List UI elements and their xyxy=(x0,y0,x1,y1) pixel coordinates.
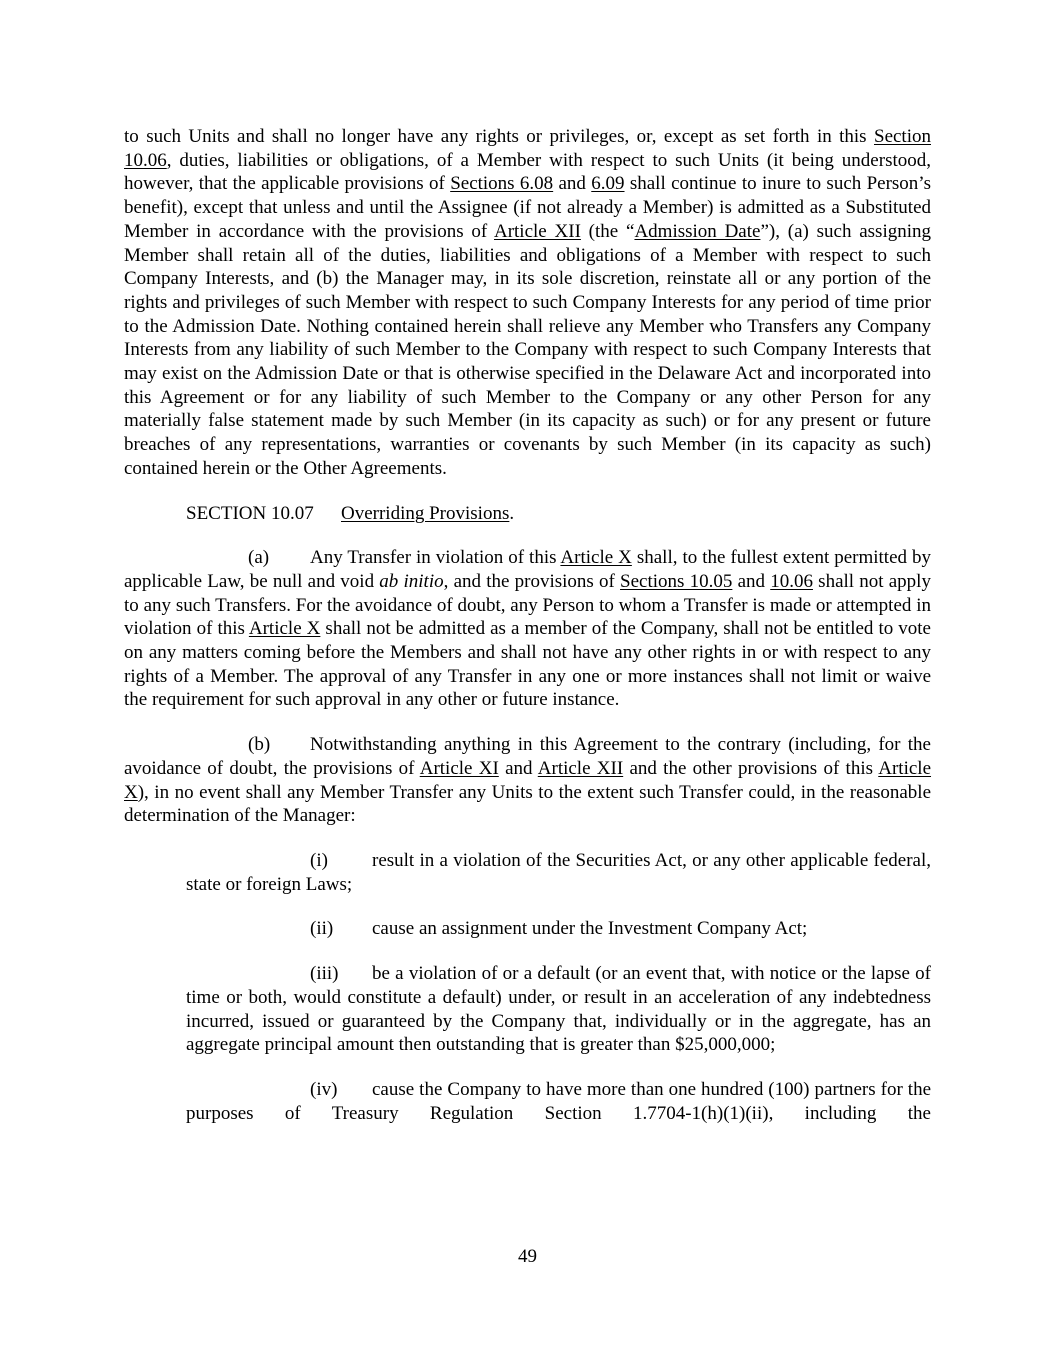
item-text: cause an assignment under the Investment Company Act; xyxy=(372,918,808,940)
text-run: to such Units and shall no longer have any rights or privileges, or, except as set forth in this xyxy=(124,126,874,147)
latin-term: ab initio xyxy=(379,570,444,592)
item-label: (iii) xyxy=(310,963,339,985)
article-reference: Article XII xyxy=(537,757,624,779)
item-label: (iv) xyxy=(310,1078,338,1100)
text-run: shall continue to inure to such Person’s benefit), except that unless and until the Assignee (if not already a Member) is admitted as a Substituted Member in accordance with the provisions of xyxy=(124,173,931,242)
item-text: be a violation of or a default (or an event that, with notice or the lapse of time or both, would constitute a default) under, or result in an acceleration of any indebtedness incurred, issued or guaranteed by the Company that, individually or in the aggregate, has an aggregate principal amount then outstanding that is greater than $25,000,000; xyxy=(186,963,931,1056)
list-item xyxy=(186,962,931,1057)
item-label: (i) xyxy=(310,849,328,871)
list-item xyxy=(186,1078,931,1125)
item-label: (ii) xyxy=(310,918,334,940)
text-run: Notwithstanding anything in this Agreement to the contrary (including, for the avoidance of doubt, the provisions of xyxy=(124,734,931,779)
paragraph-label: (a) xyxy=(248,547,270,569)
article-reference: Article XII xyxy=(493,220,581,242)
text-run: ), in no event shall any Member Transfer any Units to the extent such Transfer could, in the reasonable determination of the Manager: xyxy=(124,781,931,827)
section-number: SECTION 10.07 xyxy=(186,502,314,524)
section-reference: 6.09 xyxy=(591,173,625,195)
text-run: and xyxy=(498,757,538,779)
section-title: Overriding Provisions xyxy=(341,502,510,524)
continued-paragraph xyxy=(124,125,931,481)
page-number: 49 xyxy=(518,1246,537,1267)
document-body xyxy=(124,125,931,1125)
text-run: and xyxy=(732,570,771,592)
section-reference: Sections 6.08 xyxy=(450,173,554,195)
paragraph-label: (b) xyxy=(248,734,271,756)
text-run: shall, to the fullest extent permitted by applicable Law, be null and void xyxy=(124,547,931,592)
article-reference: Article XI xyxy=(419,757,499,779)
defined-term: Admission Date xyxy=(634,220,761,242)
text-run: and xyxy=(553,173,592,195)
text-run: shall not apply to any such Transfers. For the avoidance of doubt, any Person to whom a Transfer is made or attempted in violation of this xyxy=(124,570,931,640)
list-item xyxy=(186,849,931,896)
article-reference: Article X xyxy=(124,757,932,803)
item-text: result in a violation of the Securities Act, or any other applicable federal, state or foreign Laws; xyxy=(186,849,931,895)
paragraph-b xyxy=(124,733,931,828)
text-run: ”), (a) such assigning Member shall retain all of the duties, liabilities and obligations of a Member with respect to such Company Interests, and (b) the Manager may, in its sole discretion, reinstate all or any portion of the rights and privileges of such Member with respect to such Company Interests for any period of time prior to the Admission Date. Nothing contained herein shall relieve any Member who Transfers any Company Interests from any liability of such Member to the Company with respect to such Company Interests that may exist on the Admission Date or that is otherwise specified in the Delaware Act and incorporated into this Agreement or for any liability of such Member to the Company or any other Person for any materially false statement made by such Member (in its capacity as such) or for any present or future breaches of any representations, warranties or covenants by such Member (in its capacity as such) contained herein or the Other Agreements. xyxy=(124,220,931,479)
section-reference: Sections 10.05 xyxy=(620,570,733,592)
text-run: and the other provisions of this xyxy=(623,757,879,779)
article-reference: Article X xyxy=(560,547,632,569)
section-reference: Section 10.06 xyxy=(124,126,931,171)
section-title-period: . xyxy=(509,502,515,524)
section-heading xyxy=(124,502,931,526)
paragraph-a xyxy=(124,546,931,712)
item-text: cause the Company to have more than one hundred (100) partners for the purposes of Treasury Regulation Section 1.7704-1(h)(1)(ii), including the xyxy=(186,1078,931,1124)
text-run: shall not be admitted as a member of the Company, shall not be entitled to vote on any matters coming before the Members and shall not have any other rights in or with respect to any rights of a Member. The approval of any Transfer in any one or more instances shall not limit or waive the requirement for such approval in any other or future instance. xyxy=(124,618,931,711)
section-reference: 10.06 xyxy=(770,570,813,592)
text-run: (the “ xyxy=(580,220,635,242)
text-run: , duties, liabilities or obligations, of a Member with respect to such Units (it being understood, however, that the applicable provisions of xyxy=(124,149,931,195)
list-item xyxy=(186,917,931,941)
text-run: Any Transfer in violation of this xyxy=(310,547,561,569)
article-reference: Article X xyxy=(248,618,321,640)
text-run: , and the provisions of xyxy=(443,570,621,592)
